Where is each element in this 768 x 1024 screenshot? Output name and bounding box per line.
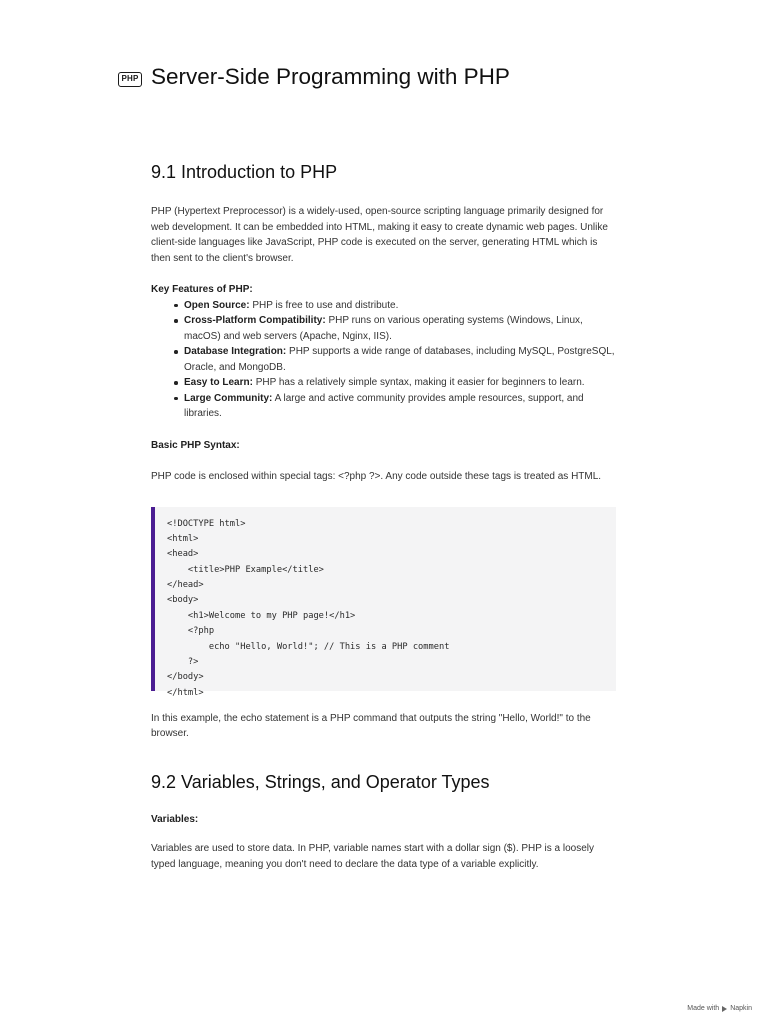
variables-heading: Variables: <box>151 813 199 825</box>
made-with-napkin <box>687 1005 752 1012</box>
code-line: <html> <box>167 533 199 544</box>
page-title: Server-Side Programming with PHP <box>151 64 510 89</box>
code-line: <!DOCTYPE html> <box>167 518 246 529</box>
features-heading: Key Features of PHP: <box>151 284 253 295</box>
feature-term: Cross-Platform Compatibility: <box>184 315 326 326</box>
php-icon: PHP <box>118 72 142 87</box>
list-item <box>184 375 616 391</box>
features-list <box>151 298 616 422</box>
feature-text: PHP runs on various operating systems (Windows, Linux, macOS) and web servers (Apache, Nginx, IIS). <box>184 315 583 342</box>
feature-term: Easy to Learn: <box>184 377 253 388</box>
feature-text: A large and active community provides ample resources, support, and libraries. <box>184 392 584 419</box>
napkin-logo-icon <box>722 1006 727 1012</box>
code-line: </html> <box>167 687 204 698</box>
main-content <box>151 160 616 872</box>
feature-text: PHP is free to use and distribute. <box>249 299 399 311</box>
code-block <box>151 507 616 698</box>
feature-text: PHP supports a wide range of databases, including MySQL, PostgreSQL, Oracle, and MongoDB. <box>184 346 615 373</box>
code-line: </head> <box>167 580 204 591</box>
code-line: <title>PHP Example</title> <box>167 564 324 575</box>
variables-paragraph: Variables are used to store data. In PHP, variable names start with a dollar sign ($). PHP is a loosely typed language, meaning you don't need to declare the data type of a variable explicitly. <box>151 843 594 870</box>
feature-term: Database Integration: <box>184 346 287 357</box>
section-heading-variables: 9.2 Variables, Strings, and Operator Types <box>151 771 490 792</box>
syntax-paragraph: PHP code is enclosed within special tags: <?php ?>. Any code outside these tags is treated as HTML. <box>151 471 602 482</box>
feature-text: PHP has a relatively simple syntax, making it easier for beginners to learn. <box>252 377 585 388</box>
code-line: <head> <box>167 549 199 560</box>
code-line: echo "Hello, World!"; // This is a PHP comment <box>167 641 450 652</box>
code-line: <?php <box>167 626 215 637</box>
list-item <box>184 391 616 422</box>
code-line: <body> <box>167 595 199 606</box>
list-item <box>184 344 616 375</box>
list-item <box>184 298 616 314</box>
syntax-heading: Basic PHP Syntax: <box>151 439 240 451</box>
napkin-brand: Napkin <box>730 1005 752 1012</box>
example-paragraph: In this example, the echo statement is a PHP command that outputs the string "Hello, World!" to the browser. <box>151 712 591 739</box>
feature-term: Open Source: <box>184 299 250 311</box>
list-item <box>184 313 616 344</box>
feature-term: Large Community: <box>184 392 273 404</box>
code-line: <h1>Welcome to my PHP page!</h1> <box>167 610 356 621</box>
intro-paragraph: PHP (Hypertext Preprocessor) is a widely-used, open-source scripting language primarily designed for web development. It can be embedded into HTML, making it easy to create dynamic web pages. Unlike client-side languages like JavaScript, PHP code is executed on the server, generating HTML which is then sent to the client's browser. <box>151 206 608 264</box>
code-line: ?> <box>167 657 199 668</box>
code-line: </body> <box>167 672 204 683</box>
section-heading-intro: 9.1 Introduction to PHP <box>151 162 338 182</box>
made-with-label: Made with <box>687 1005 720 1012</box>
